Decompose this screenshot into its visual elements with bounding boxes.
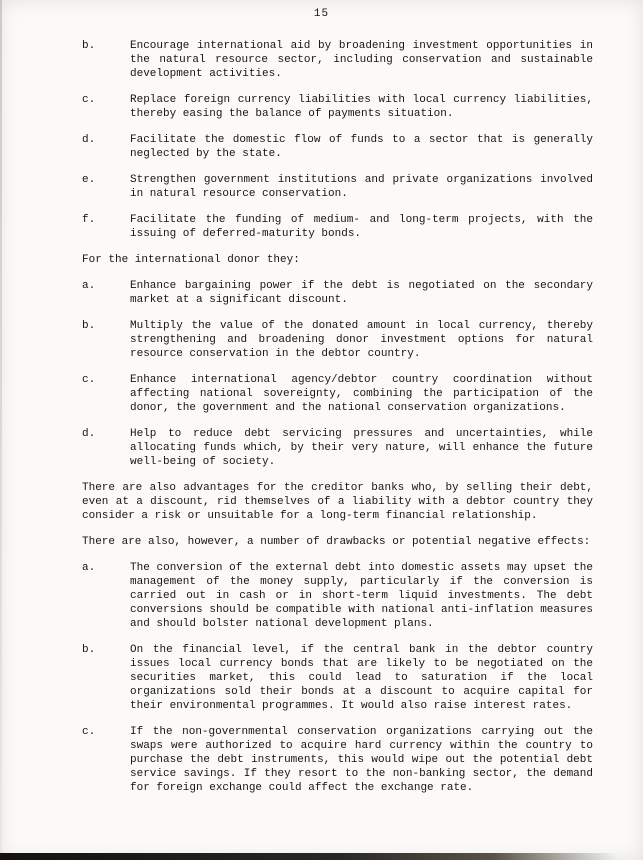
page-number: 15 [313,8,330,20]
list-item [82,319,593,361]
list-item-letter: a. [82,280,96,292]
page-content [0,21,643,795]
list-item-text: Enhance international agency/debtor country coordination without affecting national sovereignty, combining the participation of the donor, the government and the national conservation organizations. [130,374,593,414]
list-item-letter: f. [82,214,96,226]
list-item-text: Facilitate the domestic flow of funds to a sector that is generally neglected by the state. [130,134,593,160]
list-item [82,173,593,201]
scan-edge-shadow [0,0,2,860]
paragraph: There are also advantages for the creditor banks who, by selling their debt, even at a discount, rid themselves of a liability with a debtor country they consider a risk or unsuitable for a long-term financial relationship. [82,482,593,522]
list-item [82,279,593,307]
list-item-text: Facilitate the funding of medium- and long-term projects, with the issuing of deferred-maturity bonds. [130,214,593,240]
list-item [82,93,593,121]
list-item [82,133,593,161]
list-item-letter: c. [82,94,96,106]
list-item [82,427,593,469]
list-item-text: Replace foreign currency liabilities with local currency liabilities, thereby easing the balance of payments situation. [130,94,593,120]
list-item [82,643,593,713]
list-item-text: Encourage international aid by broadening investment opportunities in the natural resource sector, including conservation and sustainable development activities. [130,40,593,80]
list-item [82,725,593,795]
list-item [82,373,593,415]
list-item-letter: e. [82,174,96,186]
paragraph: For the international donor they: [82,254,300,266]
list-item-text: On the financial level, if the central bank in the debtor country issues local currency bonds that are likely to be negotiated on the securities market, this could lead to saturation if the local organizations sold their bonds at a discount to acquire capital for their environmental programmes. It would also raise interest rates. [130,644,593,712]
list-item-text: Multiply the value of the donated amount in local currency, thereby strengthening and broadening donor investment options for natural resource conservation in the debtor country. [130,320,593,360]
list-item [82,561,593,631]
list-item-letter: d. [82,134,96,146]
list-item-letter: c. [82,374,96,386]
list-item-text: If the non-governmental conservation organizations carrying out the swaps were authorized to acquire hard currency within the country to purchase the debt instruments, this would wipe out the potential debt service savings. If they resort to the non-banking sector, the demand for foreign exchange could affect the exchange rate. [130,726,593,794]
list-item-letter: d. [82,428,96,440]
list-item-letter: c. [82,726,96,738]
list-item [82,39,593,81]
scan-artifact-bottom [0,853,617,860]
list-item-text: Strengthen government institutions and private organizations involved in natural resource conservation. [130,174,593,200]
list-item-letter: a. [82,562,96,574]
list-item [82,213,593,241]
list-item-letter: b. [82,644,96,656]
list-item-letter: b. [82,320,96,332]
list-item-text: The conversion of the external debt into domestic assets may upset the management of the money supply, particularly if the conversion is carried out in cash or in short-term liquid investments. The debt conversions should be compatible with national anti-inflation measures and should bolster national development plans. [130,562,593,630]
list-item-letter: b. [82,40,96,52]
list-item-text: Help to reduce debt servicing pressures and uncertainties, while allocating funds which, by their very nature, will enhance the future well-being of society. [130,428,593,468]
paragraph: There are also, however, a number of drawbacks or potential negative effects: [82,536,591,548]
list-item-text: Enhance bargaining power if the debt is negotiated on the secondary market at a significant discount. [130,280,593,306]
